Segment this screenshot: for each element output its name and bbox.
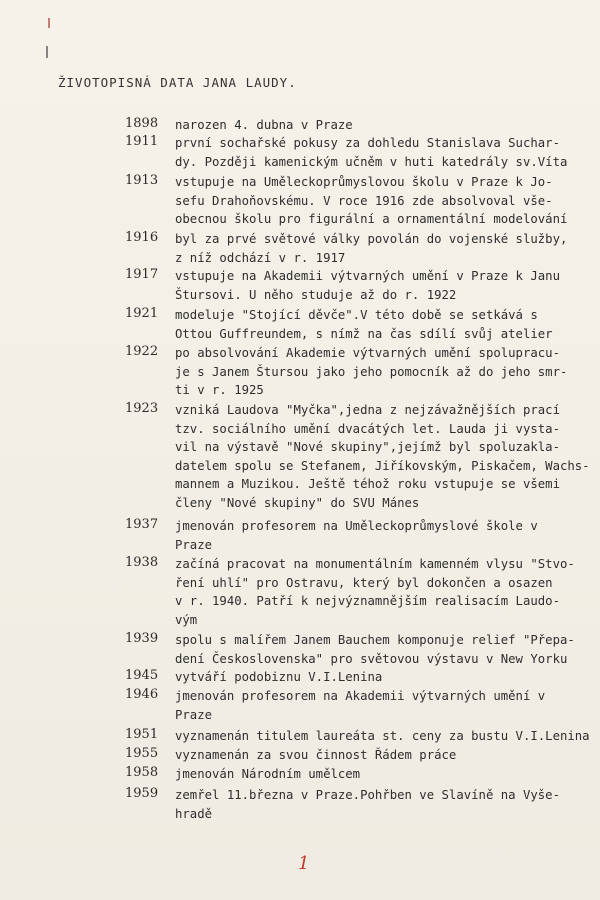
entry-year: 1946 — [125, 687, 159, 702]
entry-line: vyznamenán titulem laureáta st. ceny za bustu V.I.Lenina — [175, 729, 590, 743]
entry-text — [175, 555, 595, 629]
entry-line: sefu Drahoňovskému. V roce 1916 zde absolvoval vše- — [175, 193, 553, 208]
entry-line: jmenován profesorem na Uměleckoprůmyslové škole v — [175, 519, 538, 533]
entry-line: začíná pracovat na monumentálním kamenném vlysu "Stvo- — [175, 557, 575, 571]
page-number: 1 — [298, 853, 310, 874]
entry-line: Ottou Guffreundem, s nímž na čas sdílí svůj atelier — [175, 326, 553, 341]
entry-year: 1958 — [125, 765, 159, 780]
entry-line: Praze — [175, 707, 213, 722]
entry-line: po absolvování Akademie výtvarných umění spolupracu- — [175, 346, 560, 360]
entry-year: 1939 — [125, 631, 159, 646]
entry-line: z níž odchází v r. 1917 — [175, 250, 346, 265]
entry-year: 1938 — [125, 555, 159, 570]
entry-year: 1911 — [125, 134, 159, 149]
entry-text — [175, 517, 595, 554]
entry-text — [175, 765, 595, 784]
entry-year: 1955 — [125, 746, 159, 761]
entry-line: tzv. sociálního umění dvacátých let. Lauda ji vysta- — [175, 421, 560, 436]
entry-text — [175, 134, 595, 171]
entry-text — [175, 306, 595, 343]
entry-line: mannem a Muzikou. Ještě téhož roku vstupuje se všemi — [175, 477, 560, 492]
entry-text — [175, 631, 595, 668]
entry-line: hradě — [175, 806, 213, 821]
entry-line: Štursovi. U něho studuje až do r. 1922 — [175, 287, 457, 302]
entry-text — [175, 230, 595, 267]
entry-year: 1917 — [125, 267, 159, 282]
entry-line: první sochařské pokusy za dohledu Stanislava Suchar- — [175, 136, 560, 150]
entry-line: ti v r. 1925 — [175, 383, 264, 398]
entry-line: ření uhlí" pro Ostravu, který byl dokončen a osazen — [175, 575, 553, 590]
entry-year: 1922 — [125, 344, 159, 359]
entry-text — [175, 116, 595, 135]
entry-line: vytváří podobiznu V.I.Lenina — [175, 670, 383, 684]
entry-line: je s Janem Štursou jako jeho pomocník až do jeho smr- — [175, 364, 568, 379]
entry-line: vzniká Laudova "Myčka",jedna z nejzávažnějších prací — [175, 403, 560, 417]
entry-year: 1959 — [125, 786, 159, 801]
entry-line: modeluje "Stojící děvče".V této době se setkává s — [175, 308, 538, 322]
entry-line: narozen 4. dubna v Praze — [175, 118, 353, 132]
entry-text — [175, 668, 595, 687]
entry-line: vým — [175, 612, 198, 627]
entry-line: byl za prvé světové války povolán do vojenské služby, — [175, 232, 568, 246]
entry-text — [175, 746, 595, 765]
entry-text — [175, 344, 595, 400]
document-title: ŽIVOTOPISNÁ DATA JANA LAUDY. — [58, 75, 297, 90]
entry-line: vstupuje na Uměleckoprůmyslovou školu v Praze k Jo- — [175, 175, 553, 189]
entry-text — [175, 401, 595, 513]
margin-mark — [46, 46, 48, 58]
entry-line: jmenován Národním umělcem — [175, 767, 361, 781]
entry-line: členy "Nové skupiny" do SVU Mánes — [175, 495, 420, 510]
entry-line: dy. Později kamenickým učněm v huti katedrály sv.Víta — [175, 154, 568, 169]
entry-line: v r. 1940. Patří k nejvýznamnějším realisacím Laudo- — [175, 594, 560, 609]
entry-year: 1898 — [125, 116, 159, 131]
entry-year: 1951 — [125, 727, 159, 742]
entry-year: 1937 — [125, 517, 159, 532]
entry-year: 1923 — [125, 401, 159, 416]
entry-line: spolu s malířem Janem Bauchem komponuje relief "Přepa- — [175, 633, 575, 647]
entry-line: obecnou školu pro figurální a ornamentální modelování — [175, 212, 568, 227]
entry-line: vil na výstavě "Nové skupiny",jejímž byl spoluzakla- — [175, 440, 560, 455]
entry-line: dení Československa" pro světovou výstavu v New Yorku — [175, 651, 568, 666]
entry-line: vyznamenán za svou činnost Řádem práce — [175, 748, 457, 762]
entry-line: jmenován profesorem na Akademii výtvarných umění v — [175, 689, 546, 703]
entry-line: datelem spolu se Stefanem, Jiříkovským, Piskačem, Wachs- — [175, 458, 590, 473]
entry-year: 1913 — [125, 173, 159, 188]
entry-line: zemřel 11.března v Praze.Pohřben ve Slavíně na Vyše- — [175, 788, 560, 802]
entry-text — [175, 173, 595, 229]
entry-year: 1916 — [125, 230, 159, 245]
entry-text — [175, 687, 595, 724]
entry-line: Praze — [175, 537, 213, 552]
entry-year: 1945 — [125, 668, 159, 683]
entry-text — [175, 786, 595, 823]
margin-mark — [48, 18, 50, 28]
entry-year: 1921 — [125, 306, 159, 321]
entry-line: vstupuje na Akademii výtvarných umění v Praze k Janu — [175, 269, 560, 283]
entry-text — [175, 267, 595, 304]
entry-text — [175, 727, 595, 746]
